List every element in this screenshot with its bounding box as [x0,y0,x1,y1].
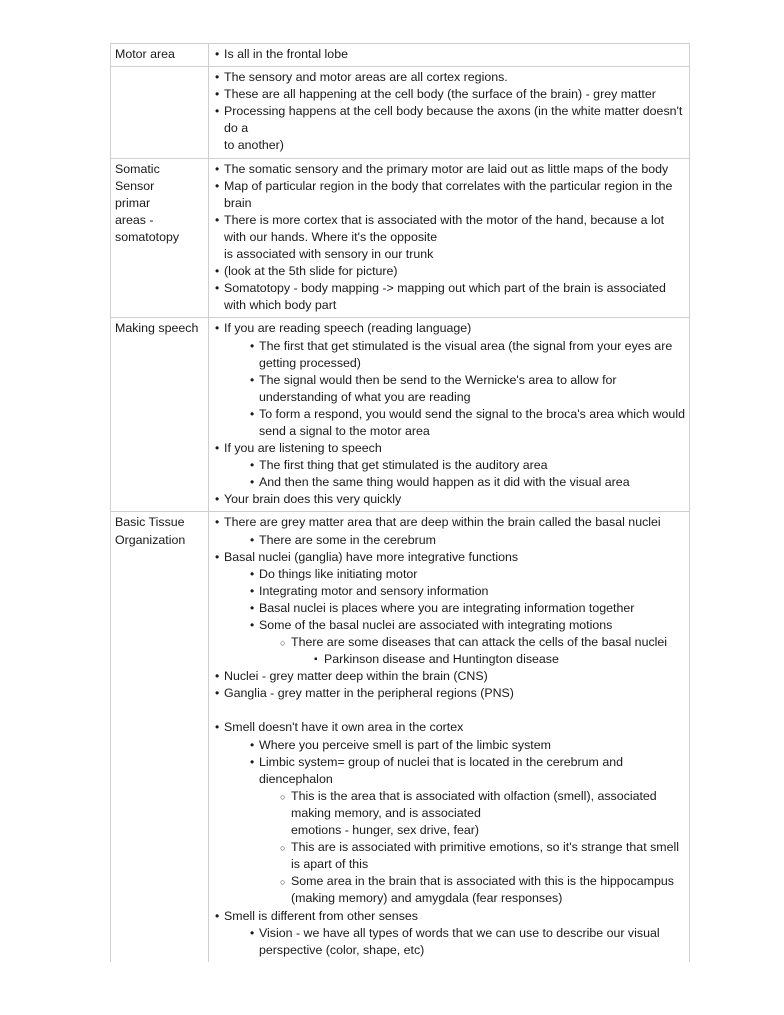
topic-label: Somatic Sensor primar areas - somatotopy [111,158,209,318]
bullet-item: • Smell is different from other senses [212,908,685,925]
topic-notes [209,512,690,962]
bullet-item: • These are all happening at the cell body (the surface of the brain) - grey matter [212,86,685,103]
bullet-item: • If you are listening to speech [212,440,685,457]
notes-row [111,158,690,318]
bullet-item: • If you are reading speech (reading language) [212,320,685,337]
bullet-item: • The first thing that get stimulated is the auditory area [247,457,685,474]
notes-table-body [111,44,690,962]
bullet-item: • Somatotopy - body mapping -> mapping out which part of the brain is associated with which body part [212,280,685,314]
bullet-item: • The somatic sensory and the primary motor are laid out as little maps of the body [212,161,685,178]
bullet-item: • Processing happens at the cell body because the axons (in the white matter doesn't do a to another) [212,103,685,154]
bullet-item: • And then the same thing would happen as it did with the visual area [247,474,685,491]
topic-notes [209,158,690,318]
notes-row [111,318,690,512]
bullet-item: • Nuclei - grey matter deep within the brain (CNS) [212,668,685,685]
notes-row [111,67,690,158]
bullet-item: • Your brain does this very quickly [212,491,685,508]
bullet-item: ○ Some area in the brain that is associated with this is the hippocampus (making memory) and amygdala (fear responses) [280,873,685,907]
bullet-item: • Basal nuclei is places where you are integrating information together [247,600,685,617]
topic-label [111,67,209,158]
bullet-item: • (look at the 5th slide for picture) [212,263,685,280]
bullet-item: • Ganglia - grey matter in the peripheral regions (PNS) [212,685,685,702]
bullet-item: • Limbic system= group of nuclei that is located in the cerebrum and diencephalon [247,754,685,788]
topic-notes [209,318,690,512]
bullet-item: • There are some in the cerebrum [247,532,685,549]
topic-label: Making speech [111,318,209,512]
bullet-item: • The signal would then be send to the Wernicke's area to allow for understanding of what you are reading [247,372,685,406]
bullet-item: ○ This are is associated with primitive emotions, so it's strange that smell is apart of this [280,839,685,873]
bullet-item: • Vision - we have all types of words that we can use to describe our visual perspective (color, shape, etc) [247,925,685,959]
bullet-item: • The sensory and motor areas are all cortex regions. [212,69,685,86]
bullet-item: ○ There are some diseases that can attack the cells of the basal nuclei [280,634,685,651]
bullet-item: • To form a respond, you would send the signal to the broca's area which would send a signal to the motor area [247,406,685,440]
bullet-item: • Where you perceive smell is part of the limbic system [247,737,685,754]
bullet-item: • Is all in the frontal lobe [212,46,685,63]
topic-label: Motor area [111,44,209,67]
blank-line [212,702,685,719]
bullet-item: • There is more cortex that is associated with the motor of the hand, because a lot with our hands. Where it's the opposite is associated with sensory in our trunk [212,212,685,263]
topic-notes [209,44,690,67]
bullet-item: • Do things like initiating motor [247,566,685,583]
topic-notes [209,67,690,158]
bullet-item: • Map of particular region in the body that correlates with the particular region in the brain [212,178,685,212]
bullet-item: • The first that get stimulated is the visual area (the signal from your eyes are getting processed) [247,338,685,372]
bullet-item: ▪ Parkinson disease and Huntington disease [314,651,685,668]
bullet-item: • Basal nuclei (ganglia) have more integrative functions [212,549,685,566]
bullet-item: • Integrating motor and sensory information [247,583,685,600]
notes-row [111,44,690,67]
topic-label: Basic Tissue Organization [111,512,209,962]
notes-row [111,512,690,962]
bullet-item: ○ This is the area that is associated with olfaction (smell), associated making memory, and is associated emotions - hunger, sex drive, fear) [280,788,685,839]
bullet-item: • There are grey matter area that are deep within the brain called the basal nuclei [212,514,685,531]
bullet-item: • Some of the basal nuclei are associated with integrating motions [247,617,685,634]
notes-table [110,43,690,962]
bullet-item: • Smell doesn't have it own area in the cortex [212,719,685,736]
